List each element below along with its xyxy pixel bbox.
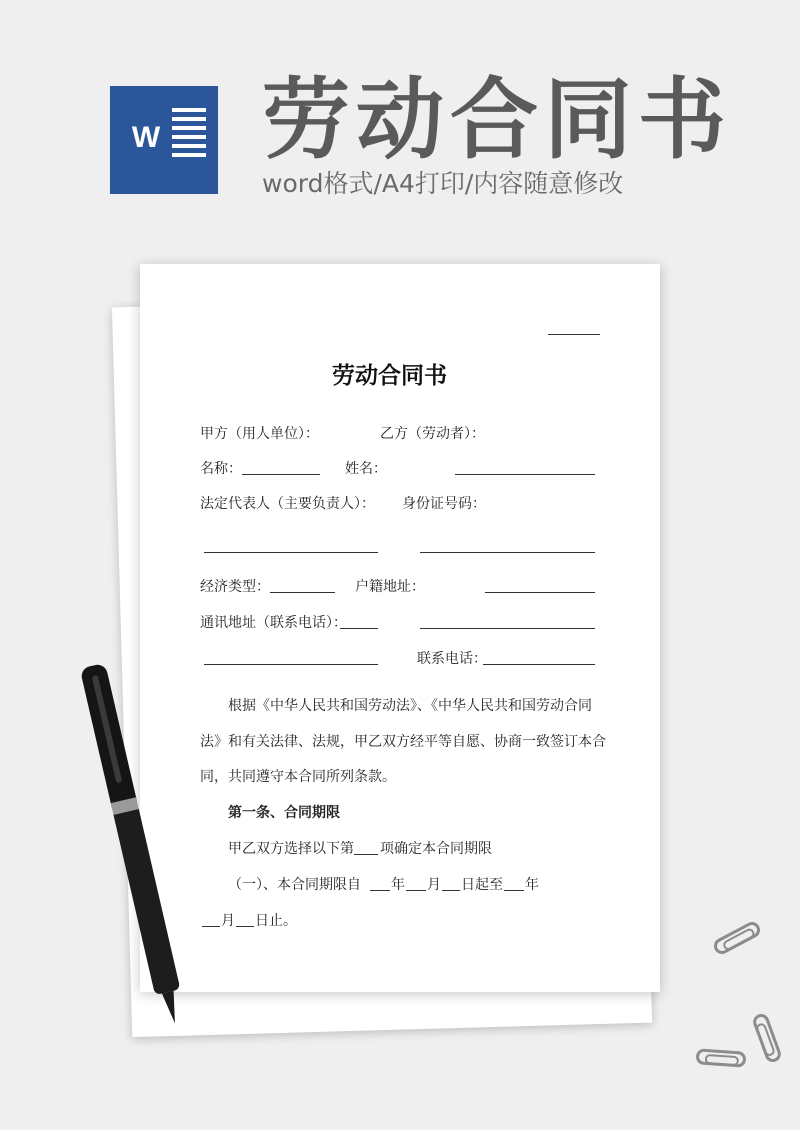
mail-address-label: 通讯地址（联系电话）： [200, 615, 347, 631]
article-1-text-pre: 甲乙双方选择以下第 [228, 841, 354, 857]
id-label: 身份证号码： [402, 496, 486, 512]
clause-1-prefix: （一）、本合同期限自 [228, 877, 361, 893]
clause-1-month-blank [406, 890, 426, 891]
econ-type-blank [270, 592, 335, 593]
party-b-label: 乙方（劳动者）： [380, 426, 485, 442]
legal-rep-blank [204, 552, 378, 553]
paragraph-line-3: 同，共同遵守本合同所列条款。 [200, 769, 396, 785]
word-lines-icon [172, 108, 206, 162]
main-title: 劳动合同书 [262, 68, 733, 171]
article-1-text-post: 项确定本合同期限 [380, 841, 492, 857]
id-blank [420, 552, 595, 553]
word-icon [110, 86, 218, 194]
name-label: 名称： [200, 461, 242, 477]
clause-1-month: 月 [427, 877, 441, 893]
clause-1-end-year: 年 [525, 877, 539, 893]
hukou-label: 户籍地址： [355, 579, 425, 595]
contact-phone-label: 联系电话： [417, 651, 487, 667]
paperclip-icon-2 [751, 1012, 783, 1064]
article-1-blank [354, 854, 378, 855]
party-a-label: 甲方（用人单位）： [200, 426, 319, 442]
subtitle: word格式/A4打印/内容随意修改 [262, 169, 624, 198]
clause-1-end-day-blank [236, 926, 254, 927]
clause-1-year-blank [370, 890, 390, 891]
document-page [140, 264, 660, 992]
paperclip-icon-3 [696, 1048, 747, 1067]
paragraph-line-2: 法》和有关法律、法规，甲乙双方经平等自愿、协商一致签订本合 [200, 734, 606, 750]
hukou-blank [485, 592, 595, 593]
mail-address-blank [340, 628, 378, 629]
address-blank-line [204, 664, 378, 665]
article-1-title: 第一条、合同期限 [228, 805, 340, 821]
econ-type-label: 经济类型： [200, 579, 270, 595]
clause-1-end-day: 日止。 [255, 913, 297, 929]
clause-1-end-month-blank [202, 926, 220, 927]
person-name-blank [455, 474, 595, 475]
name-blank [242, 474, 320, 475]
contact-phone-blank [483, 664, 595, 665]
person-name-label: 姓名： [345, 461, 387, 477]
clause-1-year: 年 [391, 877, 405, 893]
paperclip-icon [711, 919, 763, 957]
mail-address-blank-2 [420, 628, 595, 629]
word-letter: W [131, 121, 161, 154]
clause-1-day-blank [442, 890, 460, 891]
doc-title: 劳动合同书 [332, 363, 447, 389]
legal-rep-label: 法定代表人（主要负责人）： [200, 496, 375, 512]
clause-1-day-from: 日起至 [461, 877, 503, 893]
clause-1-end-month: 月 [221, 913, 235, 929]
clause-1-end-year-blank [504, 890, 524, 891]
top-right-blank [548, 334, 600, 335]
paragraph-line-1: 根据《中华人民共和国劳动法》、《中华人民共和国劳动合同 [228, 698, 592, 714]
